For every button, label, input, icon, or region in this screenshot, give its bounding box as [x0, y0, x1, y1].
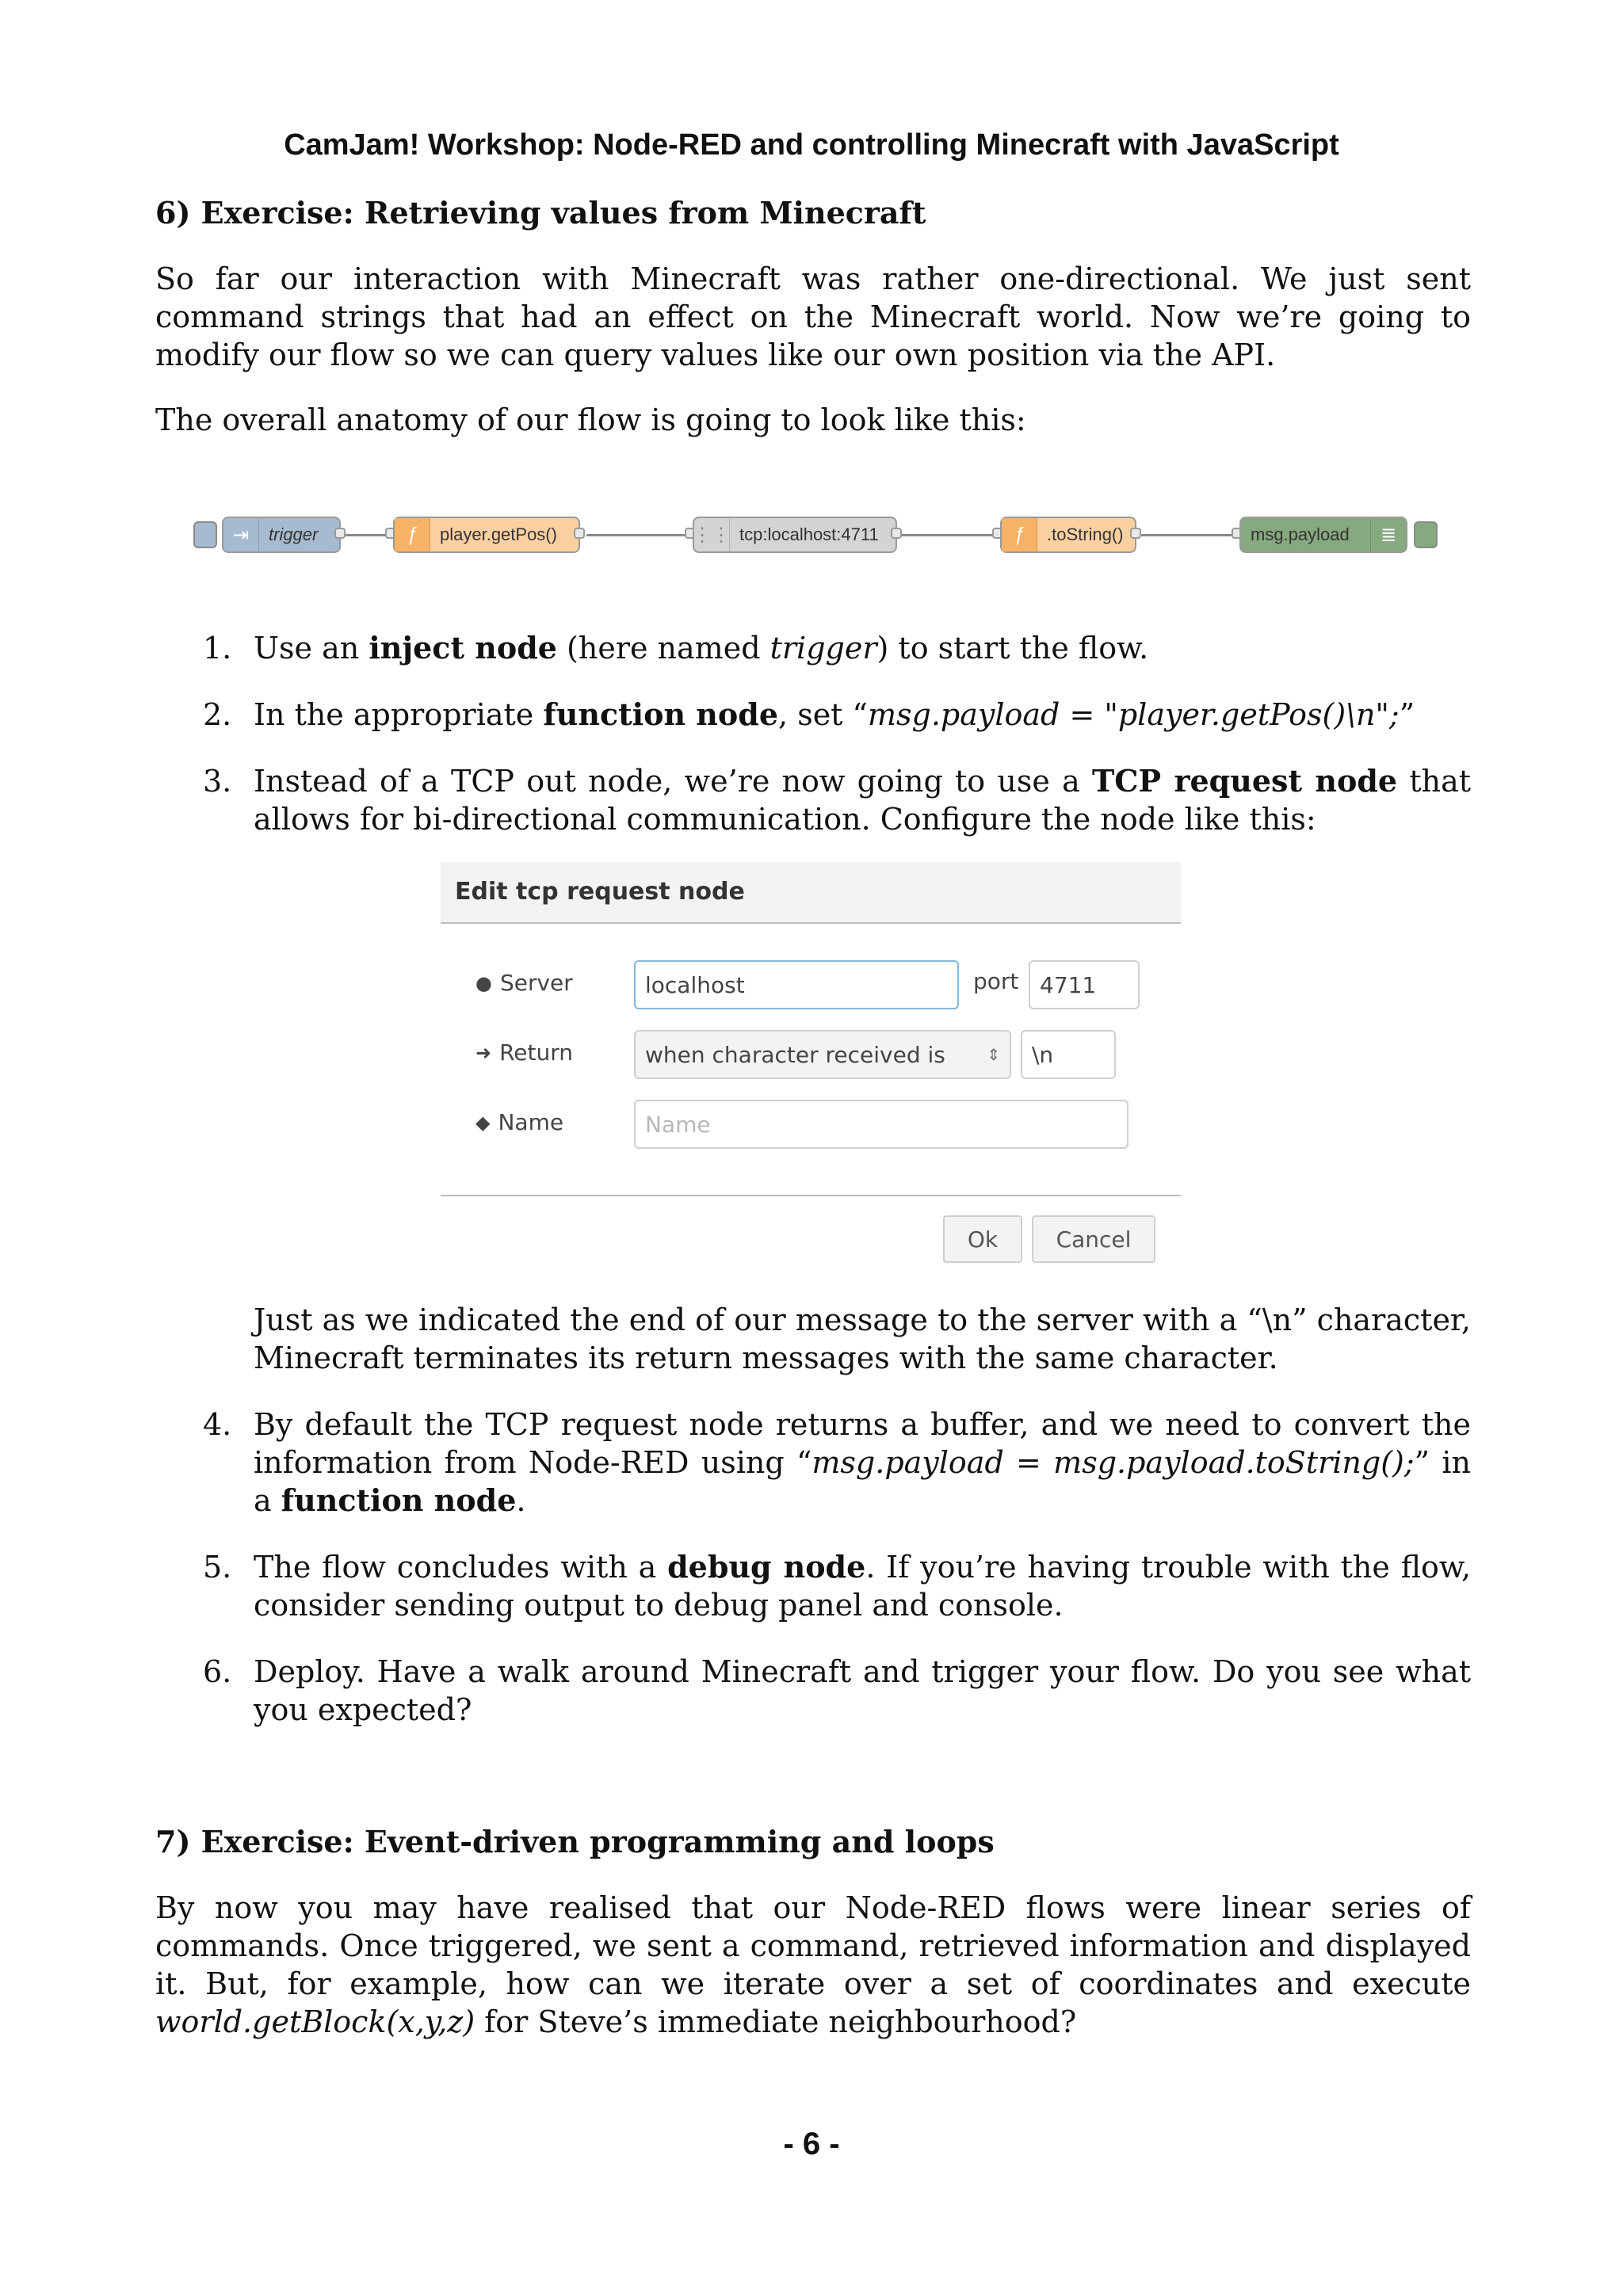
- wire: [894, 534, 999, 536]
- step-text: By default the TCP request node returns a buffer, and we need to convert the information from Node-RED using “: [254, 1407, 1471, 1480]
- tcp-request-dialog: [441, 862, 1181, 1268]
- inject-node[interactable]: [222, 517, 341, 553]
- step-bold: TCP request node: [1092, 763, 1398, 799]
- list-item: [155, 762, 1471, 838]
- dialog-header: [441, 862, 1181, 924]
- steps-list-continued: [155, 1405, 1471, 1729]
- step-bold: inject node: [369, 630, 557, 666]
- list-item: [155, 1405, 1471, 1520]
- node-label: .toString(): [1047, 524, 1124, 544]
- function-node-tostring[interactable]: [1000, 517, 1136, 553]
- step-text: Use an: [254, 631, 369, 666]
- section-6-intro: So far our interaction with Minecraft was rather one-directional. We just sent command strings that had an effect on the Minecraft world. Now we’re going to modify our flow so we can query values like our own position via the API.: [155, 261, 1471, 372]
- return-label: [475, 1039, 573, 1066]
- server-input[interactable]: localhost: [634, 960, 959, 1009]
- ok-button[interactable]: Ok: [943, 1215, 1022, 1263]
- label-text: Server: [499, 970, 573, 996]
- select-arrows-icon: ⇕: [987, 1045, 1000, 1064]
- function-icon: ƒ: [395, 518, 430, 551]
- list-icon: ≣: [1370, 518, 1406, 551]
- section-6-title: 6) Exercise: Retrieving values from Minecraft: [155, 195, 926, 231]
- para-text: By now you may have realised that our Node-RED flows were linear series of commands. Once triggered, we sent a command, retrieved information and displayed it. But, for example, how can we iterate over a set of coordinates and execute: [155, 1890, 1471, 2001]
- step-number: 4.: [203, 1407, 232, 1442]
- list-item: [155, 696, 1471, 734]
- step-text: The flow concludes with a: [254, 1550, 668, 1585]
- step-bold: function node: [281, 1482, 517, 1518]
- newline-note: Just as we indicated the end of our message to the server with a “\n” character, Minecraft terminates its return messages with the same character.: [254, 1302, 1471, 1375]
- step-number: 6.: [203, 1654, 232, 1689]
- anatomy-caption: The overall anatomy of our flow is going to look like this:: [155, 402, 1026, 437]
- page-number: - 6 -: [783, 2126, 840, 2161]
- tag-icon: ◆: [475, 1111, 491, 1134]
- node-label: tcp:localhost:4711: [739, 524, 879, 544]
- name-input[interactable]: Name: [634, 1100, 1128, 1149]
- step-number: 5.: [203, 1550, 232, 1585]
- output-port[interactable]: [334, 528, 346, 539]
- port-input[interactable]: 4711: [1029, 960, 1140, 1009]
- return-char-input[interactable]: \n: [1021, 1030, 1116, 1079]
- output-port[interactable]: [574, 528, 585, 539]
- debug-node[interactable]: [1239, 517, 1407, 553]
- globe-icon: ●: [475, 971, 492, 994]
- tcp-request-node[interactable]: [693, 517, 897, 553]
- output-port[interactable]: [891, 528, 902, 539]
- function-icon: ƒ: [1002, 518, 1037, 551]
- server-label: [475, 970, 573, 996]
- port-label: port: [973, 968, 1019, 994]
- list-item: [155, 1548, 1471, 1624]
- step-text: ” in a: [254, 1445, 1471, 1518]
- step-number: 1.: [203, 631, 232, 666]
- step-text: , set “: [778, 697, 868, 732]
- step-number: 2.: [203, 697, 232, 732]
- step-italic: msg.payload = "player.getPos()\n";: [867, 697, 1400, 732]
- step-text: In the appropriate: [254, 697, 544, 732]
- list-item: [155, 1653, 1471, 1729]
- para-italic: world.getBlock(x,y,z): [155, 2004, 475, 2039]
- step-text: that allows for bi-directional communication. Configure the node like this:: [254, 764, 1472, 837]
- step-italic: trigger: [769, 631, 877, 666]
- wire: [339, 534, 390, 536]
- arrow-icon: ⇥: [223, 518, 259, 551]
- node-label: player.getPos(): [440, 524, 557, 544]
- node-label: msg.payload: [1251, 524, 1350, 544]
- steps-list: [155, 629, 1471, 838]
- function-node-getpos[interactable]: [393, 517, 580, 553]
- step-bold: debug node: [667, 1549, 866, 1585]
- flow-diagram: [190, 507, 1442, 563]
- sign-out-icon: ➜: [475, 1041, 492, 1064]
- step-text: Instead of a TCP out node, we’re now going to use a: [254, 764, 1092, 799]
- return-select[interactable]: [634, 1030, 1011, 1079]
- name-label: [475, 1109, 563, 1135]
- node-label: trigger: [269, 524, 319, 544]
- cancel-button[interactable]: Cancel: [1032, 1215, 1155, 1263]
- step-italic: msg.payload = msg.payload.toString();: [812, 1445, 1415, 1480]
- list-item: [155, 629, 1471, 667]
- bridge-icon: ⋮⋮: [694, 518, 730, 551]
- debug-toggle-button[interactable]: [1414, 521, 1438, 548]
- step-text: (here named: [556, 631, 770, 666]
- step-number: 3.: [203, 764, 232, 799]
- output-port[interactable]: [1130, 528, 1141, 539]
- inject-button[interactable]: [193, 521, 217, 548]
- step-bold: function node: [543, 696, 779, 732]
- label-text: Name: [498, 1109, 564, 1135]
- section-7-text: [155, 1889, 1471, 2041]
- step-text: ) to start the flow.: [876, 631, 1149, 666]
- step-text: Deploy. Have a walk around Minecraft and trigger your flow. Do you see what you expected?: [254, 1654, 1471, 1727]
- wire: [1130, 534, 1236, 536]
- label-text: Return: [499, 1039, 574, 1066]
- step-text: ”: [1399, 697, 1415, 732]
- wire: [586, 534, 691, 536]
- select-value: when character received is: [645, 1041, 945, 1068]
- page-header: CamJam! Workshop: Node-RED and controlling Minecraft with JavaScript: [284, 128, 1339, 162]
- dialog-divider: [441, 1195, 1181, 1196]
- section-7-title: 7) Exercise: Event-driven programming and loops: [155, 1824, 995, 1859]
- para-text: for Steve’s immediate neighbourhood?: [475, 2004, 1077, 2039]
- dialog-title: Edit tcp request node: [455, 878, 745, 906]
- step-text: . If you’re having trouble with the flow, consider sending output to debug panel and console.: [254, 1550, 1472, 1623]
- step-text: .: [516, 1483, 526, 1518]
